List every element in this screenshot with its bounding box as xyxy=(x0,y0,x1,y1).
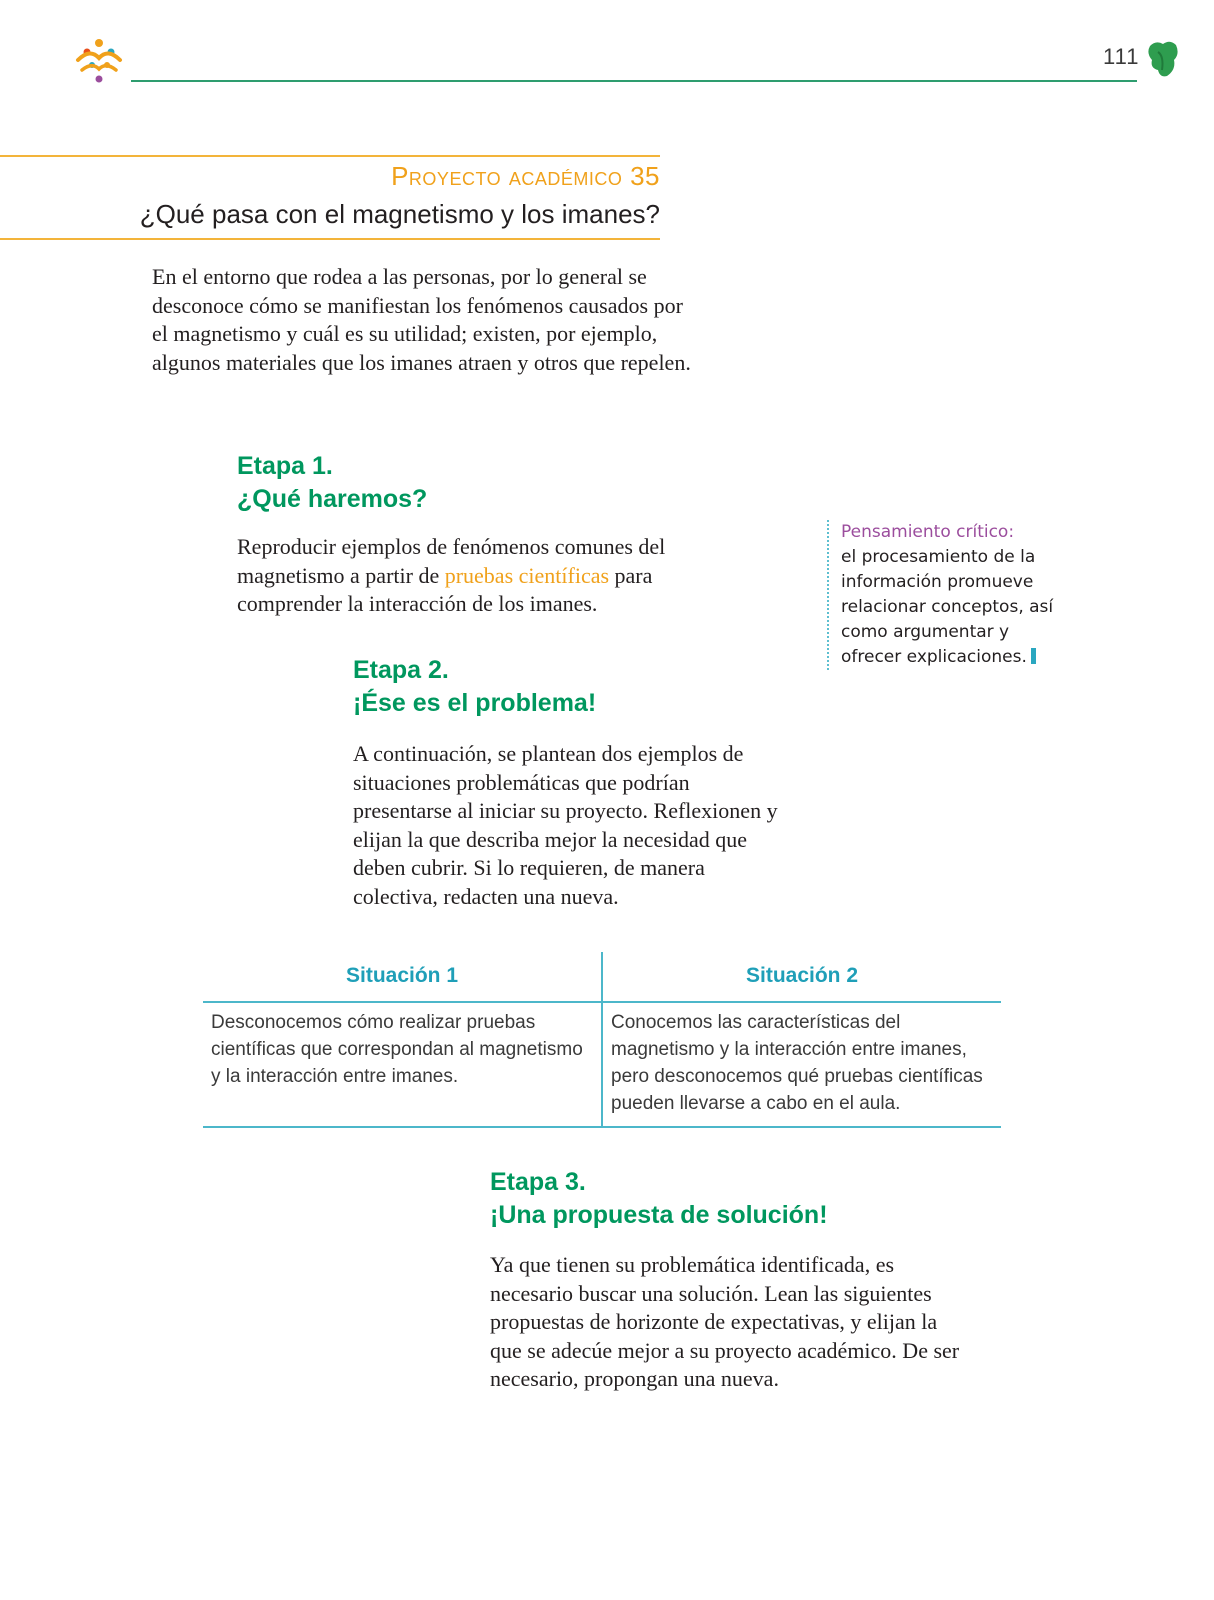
stage1-text-after: para comprender la interacción de los imanes. xyxy=(237,562,653,616)
situation1-header: Situación 1 xyxy=(345,964,459,987)
stage1-text-before: Reproducir ejemplos de fenómenos comunes del magnetismo a partir de xyxy=(237,534,666,588)
stage2-paragraph: A continuación, se plantean dos ejemplos de situaciones problemáticas que podrían presentarse al iniciar su proyecto. Reflexionen y elijan la que describa mejor la necesidad que deben cubrir. Si lo requieren, de manera colectiva, redacten una nueva. xyxy=(353,741,778,909)
dancing-figures-logo-icon xyxy=(72,36,126,84)
table-bottom-rule xyxy=(203,1126,1001,1128)
stage1-paragraph xyxy=(237,533,677,619)
situation2-text: Conocemos las características del magnetismo y la interacción entre imanes, pero desconocemos qué pruebas científicas pueden llevarse a cabo en el aula. xyxy=(611,1012,983,1114)
table-header-rule xyxy=(203,1001,1001,1003)
stage1-title: ¿Qué haremos? xyxy=(237,485,428,513)
intro-paragraph: En el entorno que rodea a las personas, por lo general se desconoce cómo se manifiestan los fenómenos causados por el magnetismo y cuál es su utilidad; existen, por ejemplo, algunos materiales que los imanes atraen y otros que repelen. xyxy=(152,264,691,375)
situations-table xyxy=(203,952,1001,1128)
title-rule-top xyxy=(0,155,660,157)
leaf-icon xyxy=(1146,40,1180,78)
critical-thinking-note xyxy=(827,520,1071,670)
end-marker-icon xyxy=(1031,648,1036,664)
stage3-title: ¡Una propuesta de solución! xyxy=(490,1201,828,1229)
stage3-paragraph: Ya que tienen su problemática identificada, es necesario buscar una solución. Lean las siguientes propuestas de horizonte de expectativas, y elijan la que se adecúe mejor a su proyecto académico. De ser necesario, propongan una nueva. xyxy=(490,1252,960,1391)
stage1-heading xyxy=(237,450,427,516)
situation2-header: Situación 2 xyxy=(745,964,859,987)
situation1-text: Desconocemos cómo realizar pruebas científicas que correspondan al magnetismo y la interacción entre imanes. xyxy=(211,1012,583,1087)
stage2-title: ¡Ése es el problema! xyxy=(353,689,597,717)
note-text xyxy=(841,545,1071,670)
page-number: 111 xyxy=(1103,44,1140,69)
stage2-number: Etapa 2. xyxy=(353,656,449,684)
header-rule xyxy=(131,80,1137,82)
project-title: ¿Qué pasa con el magnetismo y los imanes? xyxy=(139,199,660,229)
stage3-number: Etapa 3. xyxy=(490,1168,586,1196)
note-body: el procesamiento de la información promueve relacionar conceptos, así como argumentar y ofrecer explicaciones. xyxy=(841,547,1054,667)
note-title: Pensamiento crítico: xyxy=(841,522,1015,542)
stage1-highlight: pruebas científicas xyxy=(444,562,610,588)
stage1-number: Etapa 1. xyxy=(237,452,333,480)
stage2-heading xyxy=(353,654,596,720)
title-rule-bottom xyxy=(0,238,660,240)
stage3-heading xyxy=(490,1166,828,1232)
project-label: Proyecto académico 35 xyxy=(391,161,660,191)
